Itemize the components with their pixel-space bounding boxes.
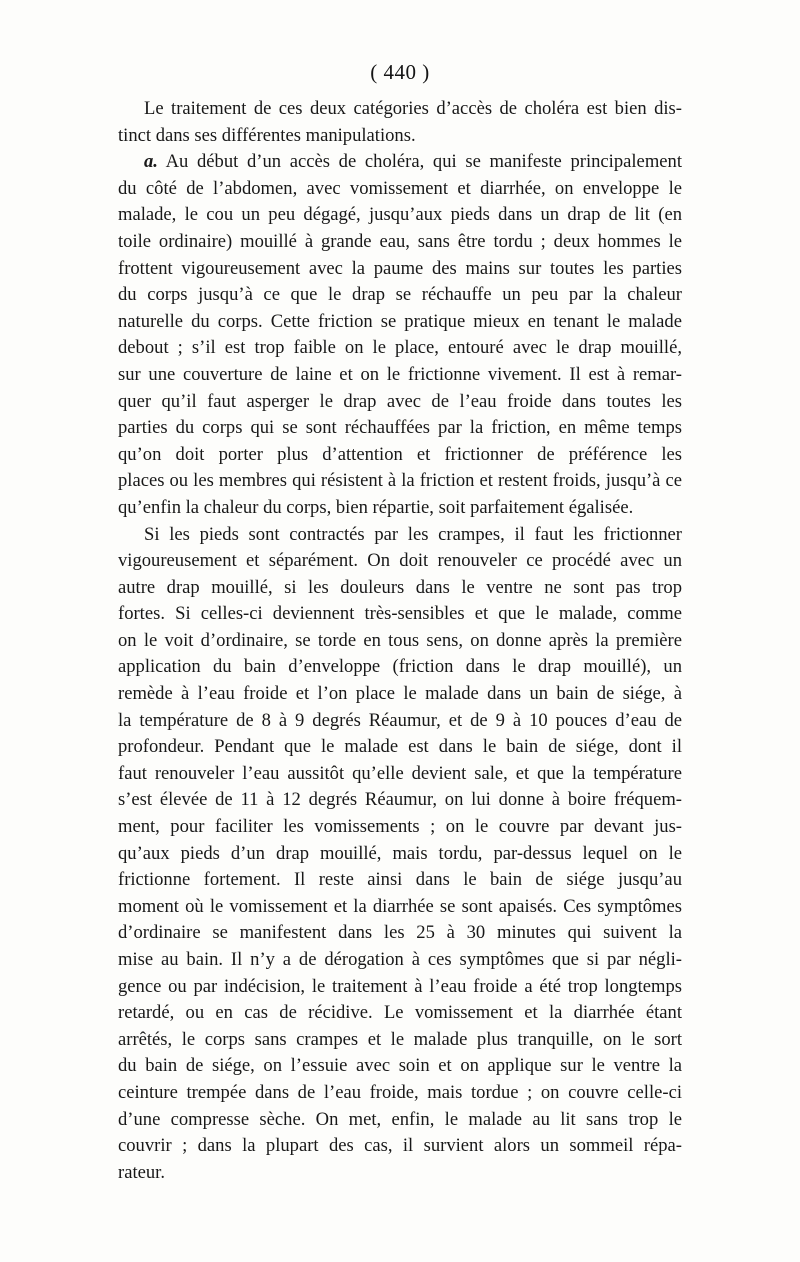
- text-line: frottent vigoureusement avec la paume des mains sur toutes les parties: [118, 257, 682, 279]
- text-line: du bain de siége, on l’essuie avec soin et on applique sur le ventre la: [118, 1055, 682, 1077]
- text-line: du côté de l’abdomen, avec vomissement et diarrhée, on enveloppe le: [118, 177, 682, 199]
- text-line: parties du corps qui se sont réchauffées par la friction, en même temps: [118, 417, 682, 439]
- text-line: d’une compresse sèche. On met, enfin, le malade au lit sans trop le: [118, 1108, 682, 1130]
- text-line: application du bain d’enveloppe (friction dans le drap mouillé), un: [118, 656, 682, 678]
- text-line: quer qu’il faut asperger le drap avec de l’eau froide dans toutes les: [118, 390, 682, 412]
- text-line: on le voit d’ordinaire, se torde en tous sens, on donne après la première: [118, 629, 682, 651]
- text-line: ceinture trempée dans de l’eau froide, mais tordue ; on couvre celle-ci: [118, 1081, 682, 1103]
- text-line: moment où le vomissement et la diarrhée se sont apaisés. Ces symptômes: [118, 895, 682, 917]
- text-line: debout ; s’il est trop faible on le place, entouré avec le drap mouillé,: [118, 337, 682, 359]
- text-line: malade, le cou un peu dégagé, jusqu’aux pieds dans un drap de lit (en: [118, 204, 682, 226]
- text-line: faut renouveler l’eau aussitôt qu’elle devient sale, et que la température: [118, 762, 682, 784]
- text-line: ment, pour faciliter les vomissements ; on le couvre par devant jus-: [118, 816, 682, 838]
- text-line: arrêtés, le corps sans crampes et le malade plus tranquille, on le sort: [118, 1028, 682, 1050]
- text-fragment: Au début d’un accès de choléra, qui se manifeste principalement: [157, 151, 682, 173]
- text-line: places ou les membres qui résistent à la friction et restent froids, jusqu’à ce: [118, 470, 682, 492]
- section-marker: a.: [144, 151, 158, 173]
- text-line: fortes. Si celles-ci deviennent très-sensibles et que le malade, comme: [118, 603, 682, 625]
- page-number: ( 440 ): [370, 60, 430, 84]
- text-line: qu’enfin la chaleur du corps, bien répartie, soit parfaitement égalisée.: [118, 496, 634, 518]
- text-line: sur une couverture de laine et on le frictionne vivement. Il est à remar-: [118, 363, 682, 385]
- text-line: naturelle du corps. Cette friction se pratique mieux en tenant le malade: [118, 310, 682, 332]
- paragraph-intro: [118, 96, 682, 149]
- text-line: vigoureusement et séparément. On doit renouveler ce procédé avec un: [118, 550, 682, 572]
- text-line: toile ordinaire) mouillé à grande eau, sans être tordu ; deux hommes le: [118, 230, 682, 252]
- text-line: frictionne fortement. Il reste ainsi dans le bain de siége jusqu’au: [118, 869, 682, 891]
- text-line: qu’on doit porter plus d’attention et frictionner de préférence les: [118, 443, 682, 465]
- text-line: qu’aux pieds d’un drap mouillé, mais tordu, par-dessus lequel on le: [118, 842, 682, 864]
- text-line: couvrir ; dans la plupart des cas, il survient alors un sommeil répa-: [118, 1135, 682, 1157]
- text-line: autre drap mouillé, si les douleurs dans le ventre ne sont pas trop: [118, 576, 682, 598]
- text-line: tinct dans ses différentes manipulations.: [118, 124, 416, 146]
- text-line: la température de 8 à 9 degrés Réaumur, et de 9 à 10 pouces d’eau de: [118, 709, 682, 731]
- text-line: profondeur. Pendant que le malade est dans le bain de siége, dont il: [118, 736, 682, 758]
- text-line: Le traitement de ces deux catégories d’accès de choléra est bien dis-: [144, 98, 682, 119]
- text-line: [118, 149, 682, 176]
- body-text: [118, 96, 682, 1186]
- text-line: retardé, ou en cas de récidive. Le vomissement et la diarrhée étant: [118, 1002, 682, 1024]
- text-line: mise au bain. Il n’y a de dérogation à ces symptômes que si par négli-: [118, 949, 682, 970]
- paragraph-crampes: [118, 522, 682, 1187]
- text-line: d’ordinaire se manifestent dans les 25 à 30 minutes qui suivent la: [118, 922, 682, 944]
- text-line: gence ou par indécision, le traitement à l’eau froide a été trop longtemps: [118, 975, 682, 997]
- text-line: s’est élevée de 11 à 12 degrés Réaumur, on lui donne à boire fréquem-: [118, 789, 682, 811]
- text-line: rateur.: [118, 1161, 165, 1183]
- text-line: du corps jusqu’à ce que le drap se réchauffe un peu par la chaleur: [118, 284, 682, 306]
- text-line: Si les pieds sont contractés par les crampes, il faut les frictionner: [144, 523, 682, 545]
- paragraph-a: [118, 149, 682, 521]
- text-line: remède à l’eau froide et l’on place le malade dans un bain de siége, à: [118, 683, 682, 705]
